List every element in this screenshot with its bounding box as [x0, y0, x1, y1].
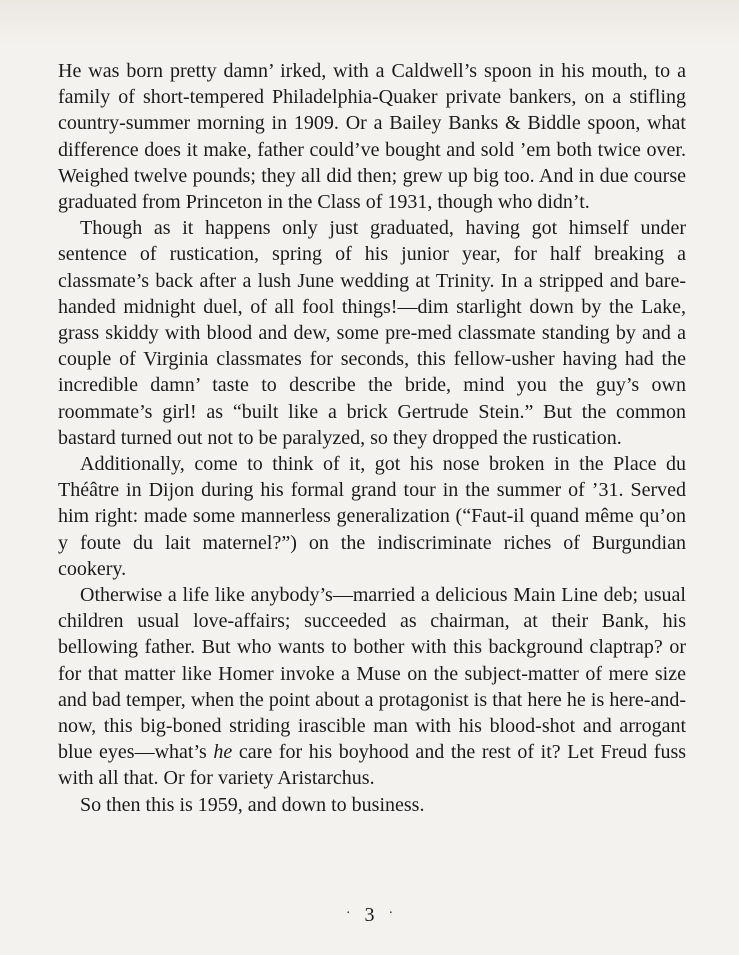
folio-dot-left: ·	[345, 906, 351, 921]
paragraph-text: Additionally, come to think of it, got his nose broken in the Place du Théâtre in Dijon during his formal grand tour in the summer of ’31. Served him right: made some mannerless generalization (“Faut-il quand même qu’on y foute du lait maternel?”) on the indiscriminate riches of Burgundian cookery.	[58, 453, 686, 580]
body-text	[58, 58, 686, 818]
emphasis-he: he	[213, 741, 233, 764]
folio-dot-right: ·	[388, 906, 394, 921]
paragraph-text: Otherwise a life like anybody’s—married a delicious Main Line deb; usual children usual love-affairs; succeeded as chairman, at their Bank, his bellowing father. But who wants to bother with this background claptrap? or for that matter like Homer invoke a Muse on the subject-matter of mere size and bad temper, when the point about a protagonist is that here he is here-and-now, this big-boned striding irascible man with his blood-shot and arrogant blue eyes—what’s	[58, 584, 686, 764]
page-number	[0, 904, 739, 927]
previous-page-bleed	[0, 0, 739, 46]
paragraph-dijon	[58, 451, 686, 582]
paragraph-text: Though as it happens only just graduated, having got himself under sentence of rustication, spring of his junior year, for half breaking a classmate’s back after a lush June wedding at Trinity. In a stripped and bare-handed midnight duel, of all fool things!—dim starlight down by the Lake, grass skiddy with blood and dew, some pre-med classmate standing by and a couple of Virginia classmates for seconds, this fellow-usher having had the incredible damn’ taste to describe the bride, mind you the guy’s own roommate’s girl! as “built like a brick Gertrude Stein.” But the common bastard turned out not to be paralyzed, so they dropped the rustication.	[58, 217, 686, 449]
paragraph-closing	[58, 792, 686, 818]
page-number-value: 3	[364, 904, 375, 926]
paragraph-otherwise	[58, 582, 686, 792]
paragraph-text: care for his boyhood and the rest of it? Let Freud fuss with all that. Or for variety Aristarchus.	[58, 741, 687, 790]
paragraph-text: He was born pretty damn’ irked, with a Caldwell’s spoon in his mouth, to a family of short-tempered Philadelphia-Quaker private bankers, on a stifling country-summer morning in 1909. Or a Bailey Banks & Biddle spoon, what difference does it make, father could’ve bought and sold ’em both twice over. Weighed twelve pounds; they all did then; grew up big too. And in due course graduated from Princeton in the Class of 1931, though who didn’t.	[58, 60, 686, 214]
paragraph-text: So then this is 1959, and down to business.	[80, 793, 425, 816]
paragraph-birth	[58, 58, 686, 215]
paragraph-rustication	[58, 215, 686, 451]
